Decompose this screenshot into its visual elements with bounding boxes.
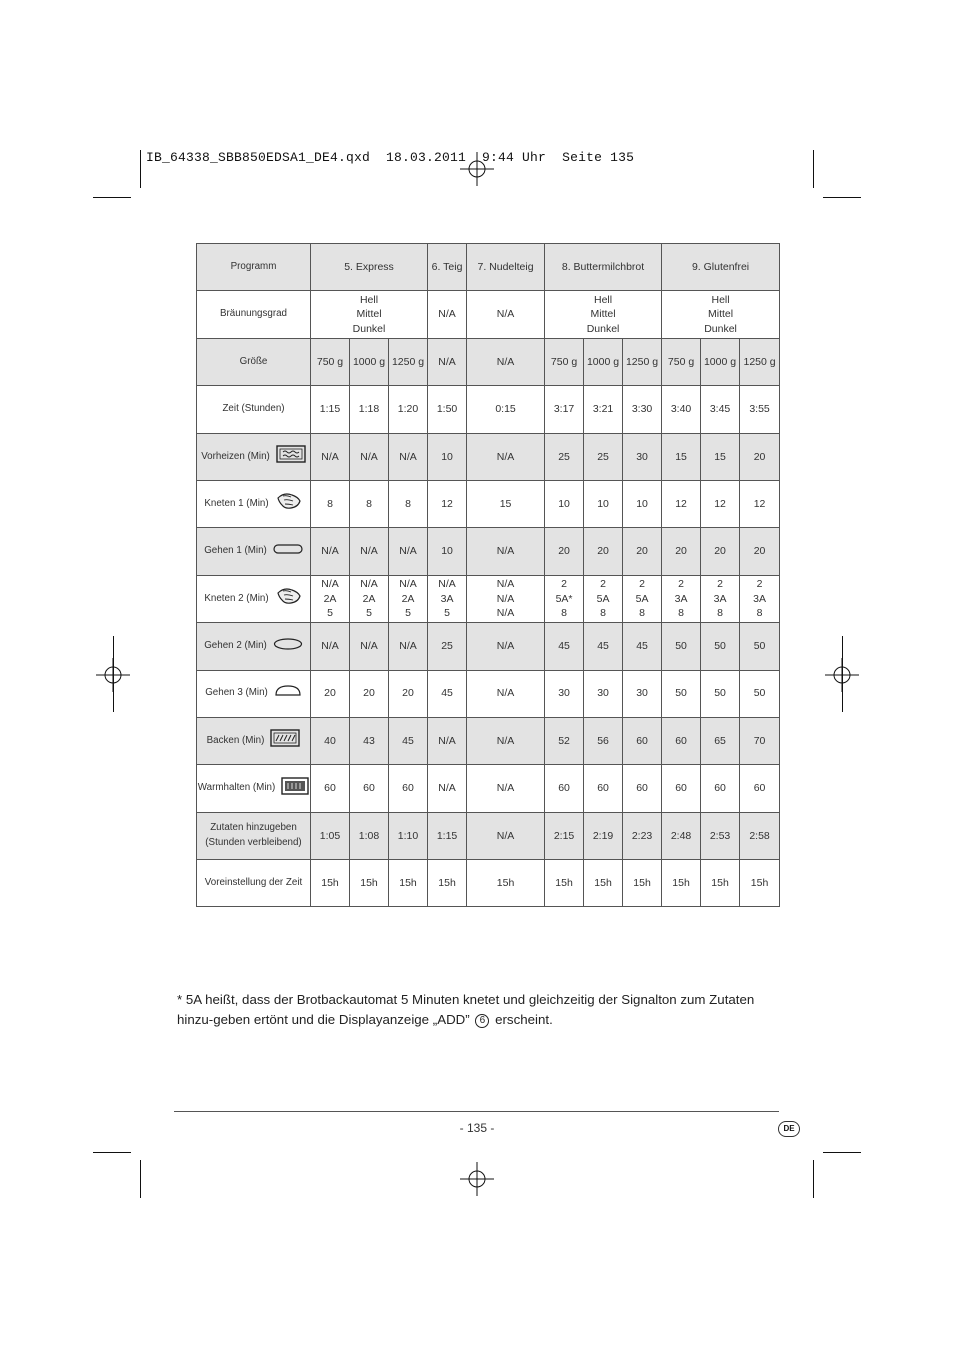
table-cell: 15h [428,860,467,907]
table-cell: 20 [545,528,584,575]
table-cell: 2 3A 8 [662,575,701,622]
table-cell: 2 5A 8 [623,575,662,622]
row-label: Kneten 2 (Min) [197,575,311,622]
groesse-cell: 1250 g [389,338,428,385]
table-cell: 60 [545,765,584,812]
footer-rule [174,1111,779,1112]
table-row [197,670,780,717]
table-cell: 15h [701,860,740,907]
groesse-row [197,338,780,385]
table-cell: 20 [740,528,780,575]
table-cell: 45 [584,623,623,670]
crop-mark [93,197,131,198]
table-cell: N/A [350,528,389,575]
row-label: Kneten 1 (Min) [197,480,311,527]
table-cell: N/A [389,623,428,670]
table-cell: 20 [584,528,623,575]
table-cell: 60 [389,765,428,812]
table-cell: 3:45 [701,386,740,433]
registration-mark-icon [460,152,494,186]
table-cell: N/A 2A 5 [311,575,350,622]
preheat-icon [276,445,306,469]
table-cell: N/A [467,528,545,575]
row-label: Voreinstellung der Zeit [197,860,311,907]
groesse-label: Größe [197,338,311,385]
table-cell: N/A [311,528,350,575]
table-cell: 2:58 [740,812,780,859]
table-cell: N/A [311,433,350,480]
crop-mark [823,197,861,198]
table-cell: N/A 2A 5 [350,575,389,622]
crop-mark [813,150,814,188]
table-cell: 45 [428,670,467,717]
table-cell: 20 [311,670,350,717]
table-cell: 56 [584,717,623,764]
table-row [197,386,780,433]
table-cell: 30 [584,670,623,717]
table-cell: N/A [467,433,545,480]
table-cell: 1:20 [389,386,428,433]
table-cell: 1:10 [389,812,428,859]
table-cell: 20 [740,433,780,480]
table-cell: 60 [350,765,389,812]
table-cell: 25 [584,433,623,480]
crop-mark [140,150,141,188]
table-row [197,812,780,859]
row-label: Zutaten hinzugeben (Stunden verbleibend) [197,812,311,859]
table-cell: 30 [545,670,584,717]
table-cell: 50 [662,623,701,670]
table-cell: 50 [701,670,740,717]
table-cell: 15h [584,860,623,907]
table-cell: N/A [467,623,545,670]
table-cell: 12 [428,480,467,527]
table-cell: 0:15 [467,386,545,433]
table-cell: 60 [740,765,780,812]
crop-mark [113,636,114,712]
table-cell: N/A N/A N/A [467,575,545,622]
table-cell: N/A [350,433,389,480]
page-number: - 135 - [459,1121,495,1135]
groesse-cell: 1000 g [701,338,740,385]
table-cell: 12 [662,480,701,527]
row-label: Warmhalten (Min) [197,765,311,812]
table-cell: 45 [623,623,662,670]
table-cell: 70 [740,717,780,764]
braeunung-row [197,291,780,338]
dough-risen-icon [274,684,302,704]
table-cell: 45 [389,717,428,764]
table-cell: 52 [545,717,584,764]
table-cell: N/A [428,765,467,812]
header-row [197,244,780,291]
table-cell: N/A [428,717,467,764]
groesse-cell: 1000 g [584,338,623,385]
dough-flat-icon [273,542,303,562]
table-cell: N/A [389,528,428,575]
row-label: Vorheizen (Min) [197,433,311,480]
table-row [197,623,780,670]
table-cell: 15 [662,433,701,480]
table-cell: 65 [701,717,740,764]
table-cell: 12 [701,480,740,527]
table-cell: 15h [623,860,662,907]
crop-mark [93,1152,131,1153]
header-nudelteig: 7. Nudelteig [467,244,545,291]
groesse-cell: 1000 g [350,338,389,385]
table-cell: 45 [545,623,584,670]
braeunung-teig: N/A [428,291,467,338]
braeunung-buttermilch: Hell Mittel Dunkel [545,291,662,338]
table-cell: N/A [467,812,545,859]
header-express: 5. Express [311,244,428,291]
file-slug: IB_64338_SBB850EDSA1_DE4.qxd 18.03.2011 9:44 Uhr Seite 135 [146,150,635,165]
table-cell: 2:23 [623,812,662,859]
table-cell: 3:55 [740,386,780,433]
table-cell: N/A [311,623,350,670]
table-cell: 60 [623,765,662,812]
table-cell: 60 [662,765,701,812]
table-cell: 60 [701,765,740,812]
table-cell: 15h [662,860,701,907]
row-label: Gehen 2 (Min) [197,623,311,670]
table-cell: 15 [467,480,545,527]
language-badge: DE [778,1121,800,1137]
crop-mark [813,1160,814,1198]
table-cell: 60 [584,765,623,812]
table-cell: 10 [428,433,467,480]
header-buttermilch: 8. Buttermilchbrot [545,244,662,291]
circled-number: 6 [475,1014,489,1028]
table-cell: 15h [545,860,584,907]
table-row [197,433,780,480]
crop-mark [823,1152,861,1153]
footnote: * 5A heißt, dass der Brotbackautomat 5 Minuten knetet und gleichzeitig der Signalton zum Zutaten hinzu-geben ertönt und die Displayanzeige „ADD” 6 erscheint. [177,992,755,1027]
row-label: Backen (Min) [197,717,311,764]
table-cell: N/A 2A 5 [389,575,428,622]
table-cell: 25 [428,623,467,670]
baking-icon [270,729,300,753]
table-cell: 50 [740,670,780,717]
table-cell: 15h [350,860,389,907]
table-cell: N/A [389,433,428,480]
table-cell: 2 5A* 8 [545,575,584,622]
program-table [196,243,780,907]
table-cell: 60 [623,717,662,764]
table-cell: 3:17 [545,386,584,433]
table-cell: 1:18 [350,386,389,433]
table-cell: 50 [740,623,780,670]
kneading-hand-icon [275,490,303,518]
groesse-cell: N/A [467,338,545,385]
table-row [197,717,780,764]
table-cell: 15h [467,860,545,907]
keep-warm-icon [281,777,309,801]
row-label: Zeit (Stunden) [197,386,311,433]
table-cell: 1:50 [428,386,467,433]
row-label: Gehen 3 (Min) [197,670,311,717]
table-cell: N/A [467,670,545,717]
row-label: Gehen 1 (Min) [197,528,311,575]
table-cell: 20 [623,528,662,575]
table-cell: 2 3A 8 [740,575,780,622]
registration-mark-icon [460,1162,494,1196]
table-cell: 1:05 [311,812,350,859]
table-cell: 40 [311,717,350,764]
kneading-hand-icon [275,585,303,613]
table-cell: 1:15 [311,386,350,433]
braeunung-nudelteig: N/A [467,291,545,338]
crop-mark [842,636,843,712]
table-cell: 60 [662,717,701,764]
table-cell: 1:08 [350,812,389,859]
table-cell: 20 [350,670,389,717]
header-glutenfrei: 9. Glutenfrei [662,244,780,291]
crop-mark [140,1160,141,1198]
table-cell: 15 [701,433,740,480]
table-cell: 2 5A 8 [584,575,623,622]
table-cell: 20 [662,528,701,575]
groesse-cell: 750 g [662,338,701,385]
table-row [197,528,780,575]
table-row [197,575,780,622]
groesse-cell: 750 g [311,338,350,385]
table-cell: N/A [350,623,389,670]
table-cell: 2:19 [584,812,623,859]
table-cell: 3:30 [623,386,662,433]
table-cell: 15h [311,860,350,907]
table-cell: 15h [740,860,780,907]
table-cell: 50 [701,623,740,670]
table-cell: 8 [311,480,350,527]
table-cell: 60 [311,765,350,812]
braeunung-label: Bräunungsgrad [197,291,311,338]
groesse-cell: 1250 g [623,338,662,385]
table-cell: 8 [350,480,389,527]
table-cell: 2 3A 8 [701,575,740,622]
table-row [197,860,780,907]
header-teig: 6. Teig [428,244,467,291]
braeunung-glutenfrei: Hell Mittel Dunkel [662,291,780,338]
braeunung-express: Hell Mittel Dunkel [311,291,428,338]
table-cell: 30 [623,670,662,717]
table-cell: 2:48 [662,812,701,859]
table-cell: 1:15 [428,812,467,859]
dough-rising-icon [273,637,303,657]
table-cell: 10 [545,480,584,527]
table-cell: 25 [545,433,584,480]
table-cell: 20 [389,670,428,717]
table-cell: N/A [467,717,545,764]
table-row [197,480,780,527]
table-cell: 10 [623,480,662,527]
table-cell: 15h [389,860,428,907]
table-cell: 20 [701,528,740,575]
table-cell: N/A [467,765,545,812]
table-row [197,765,780,812]
table-cell: 2:15 [545,812,584,859]
table-cell: 50 [662,670,701,717]
table-cell: 2:53 [701,812,740,859]
groesse-cell: N/A [428,338,467,385]
groesse-cell: 750 g [545,338,584,385]
table-cell: 10 [428,528,467,575]
table-cell: 30 [623,433,662,480]
table-cell: 3:21 [584,386,623,433]
table-cell: 43 [350,717,389,764]
header-label: Programm [197,244,311,291]
table-cell: N/A 3A 5 [428,575,467,622]
table-cell: 8 [389,480,428,527]
table-cell: 3:40 [662,386,701,433]
table-cell: 10 [584,480,623,527]
groesse-cell: 1250 g [740,338,780,385]
table-cell: 12 [740,480,780,527]
